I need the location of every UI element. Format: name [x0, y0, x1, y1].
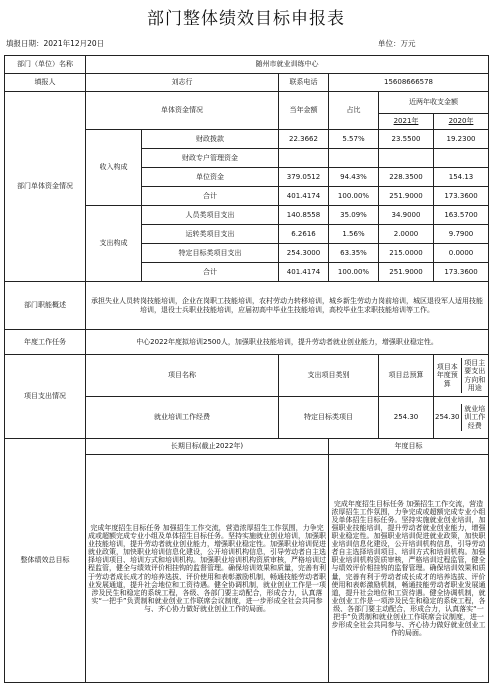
row-2020: 173.3600: [434, 187, 489, 206]
project-h-name: 项目名称: [86, 355, 279, 397]
filler-label: 填报人: [5, 74, 86, 92]
expense-label: 支出构成: [86, 206, 142, 282]
dept-label: 部门（单位）名称: [5, 56, 86, 74]
filler-value: 刘志行: [86, 74, 279, 92]
project-direction-header: 项目主要支出方向和用途: [464, 359, 486, 392]
phone-value: 15608666578: [329, 74, 489, 92]
year-2021: 2021年: [379, 114, 434, 130]
row-2021: 228.3500: [379, 168, 434, 187]
row-current: [279, 149, 329, 168]
row-ratio: 100.00%: [329, 187, 379, 206]
fill-date: 填报日期：2021年12月20日: [6, 39, 105, 48]
phone-label: 联系电话: [279, 74, 329, 92]
row-ratio: 63.35%: [329, 244, 379, 263]
row-2021: 215.0000: [379, 244, 434, 263]
project-h-budget: 项目总预算: [379, 355, 434, 397]
funds-col-ratio: 占比: [329, 92, 379, 130]
project-header-row: [5, 355, 489, 397]
row-2020: 154.13: [434, 168, 489, 187]
row-2021: 251.9000: [379, 187, 434, 206]
row-name: 特定目标类项目支出: [142, 244, 279, 263]
row-name: 人员类项目支出: [142, 206, 279, 225]
duty-row: [5, 282, 489, 330]
row-ratio: 5.57%: [329, 130, 379, 149]
row-current: 401.4174: [279, 263, 329, 282]
annual-goal-text: 完成年度招生目标任务 加强招生工作交流，营造浓厚招生工作氛围，力争完成或超额完成专业小组及单体招生目标任务。坚持实施就业创业培训，加强职业技能培训，提升劳动者就业创业能力，增强职业稳定性。加强职业培训促进就业政策，加快职业培训信息化建设，公开培训机构信息，引导劳动者自主选择培训项目、培训方式和培训机构。加强职业培训机构资质审核，严格培训过程监管，健全与绩效评价相挂钩的监督管理。确保培训效果和质量，完善有利于劳动者成长成才的培养选拔、评价使用和表彰激励机制，畅通技能劳动者职业发展通道，提升社会地位和工资待遇。健全协调机制，就业创业工作是一项涉及民生和稳定的系统工程，各级、各部门要主动配合，形成合力，认真落实“一把手”负责制和就业创业工作联席会议制度，进一步形成全社会共同参与、齐心协力做好就业创业工作的局面。: [329, 455, 489, 683]
row-name: 合计: [142, 187, 279, 206]
row-ratio: 100.00%: [329, 263, 379, 282]
row-2021: 23.5500: [379, 130, 434, 149]
row-ratio: 94.43%: [329, 168, 379, 187]
row-current: 401.4174: [279, 187, 329, 206]
row-2021: 251.9000: [379, 263, 434, 282]
year-2020: 2020年: [434, 114, 489, 130]
project-budget: 254.30: [379, 397, 434, 439]
project-direction-value: 就业培训工作经费: [464, 405, 486, 430]
annual-task-row: [5, 330, 489, 355]
row-2020: 173.3600: [434, 263, 489, 282]
funds-header-row: [5, 92, 489, 114]
row-name: 财政拨款: [142, 130, 279, 149]
income-label: 收入构成: [86, 130, 142, 206]
row-ratio: 35.09%: [329, 206, 379, 225]
funds-col-current: 当年金额: [279, 92, 329, 130]
row-current: 6.2616: [279, 225, 329, 244]
row-2021: [379, 149, 434, 168]
row-2020: 9.7900: [434, 225, 489, 244]
annual-task-label: 年度工作任务: [5, 330, 86, 355]
row-name: 合计: [142, 263, 279, 282]
row-name: 财政专户管理资金: [142, 149, 279, 168]
row-current: 254.3000: [279, 244, 329, 263]
row-2021: 2.0000: [379, 225, 434, 244]
duty-label: 部门职能概述: [5, 282, 86, 330]
row-name: 运转类项目支出: [142, 225, 279, 244]
duty-text: 承担失业人员转岗技能培训，企业在岗职工技能培训，农村劳动力转移培训，城乡新生劳动力岗前培训，城区退役军人适用技能培训，退役士兵职业技能培训，应届初高中毕业生技能培训，高校毕业生求职技能培训等工作。: [86, 282, 489, 330]
long-term-header: 长期目标(截止2022年): [86, 439, 329, 455]
contact-row: [5, 74, 489, 92]
project-category: 特定目标类项目: [279, 397, 379, 439]
goals-header-row: [5, 439, 489, 455]
row-current: 140.8558: [279, 206, 329, 225]
funds-col-recent: 近两年收支金额: [379, 92, 489, 114]
funds-col-item: 单体资金情况: [86, 92, 279, 130]
funds-section-label: 部门单体资金情况: [5, 92, 86, 282]
row-2021: 34.9000: [379, 206, 434, 225]
row-ratio: [329, 149, 379, 168]
annual-goal-header: 年度目标: [329, 439, 489, 455]
row-current: 379.0512: [279, 168, 329, 187]
performance-table: [4, 55, 489, 683]
dept-row: [5, 56, 489, 74]
row-2020: 19.2300: [434, 130, 489, 149]
long-term-text: 完成年度招生目标任务 加强招生工作交流，营造浓厚招生工作氛围，力争完成或超额完成专业小组及单体招生目标任务。坚持实施就业创业培训，加强职业技能培训，提升劳动者就业创业能力，增强职业稳定性。加强职业培训促进就业政策，加快职业培训信息化建设，公开培训机构信息，引导劳动者自主选择培训项目、培训方式和培训机构。加强职业培训机构资质审核，严格培训过程监管，健全与绩效评价相挂钩的监督管理。确保培训效果和质量，完善有利于劳动者成长成才的培养选拔、评价使用和表彰激励机制，畅通技能劳动者职业发展通道，提升社会地位和工资待遇。健全协调机制，就业创业工作是一项涉及民生和稳定的系统工程，各级、各部门要主动配合，形成合力，认真落实“一把手”负责制和就业创业工作联席会议制度，进一步形成全社会共同参与、齐心协力做好就业创业工作的局面。: [86, 455, 329, 683]
row-current: 22.3662: [279, 130, 329, 149]
project-h-category: 支出项目类别: [279, 355, 379, 397]
project-name: 就业培训工作经费: [86, 397, 279, 439]
row-2020: [434, 149, 489, 168]
unit-label: 单位：万元: [378, 39, 416, 48]
page-title: 部门整体绩效目标申报表: [147, 9, 345, 29]
project-label: 项目支出情况: [5, 355, 86, 439]
row-name: 单位资金: [142, 168, 279, 187]
row-ratio: 1.56%: [329, 225, 379, 244]
project-annual-cell: 254.30 就业培训工作经费: [434, 397, 489, 439]
annual-task-text: 中心2022年度拟培训2500人，加强职业技能培训，提升劳动者就业创业能力，增强职业稳定性。: [86, 330, 489, 355]
row-2020: 0.0000: [434, 244, 489, 263]
dept-value: 随州市就业训练中心: [86, 56, 489, 74]
goals-label: 整体绩效总目标: [5, 439, 86, 683]
row-2020: 163.5700: [434, 206, 489, 225]
project-h-annual: 项目本年度预算 项目主要支出方向和用途: [434, 355, 489, 397]
